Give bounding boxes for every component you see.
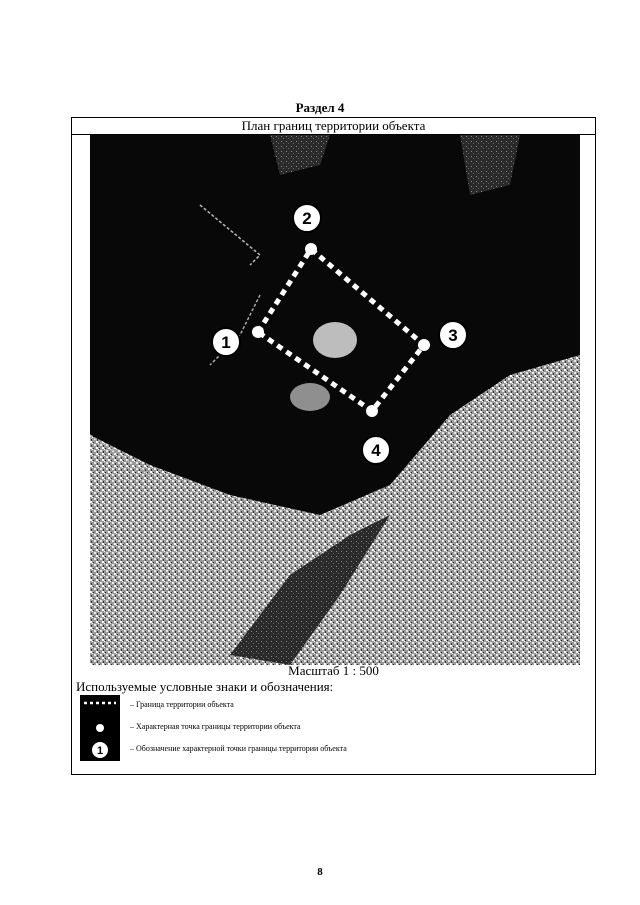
legend-symbol-label: 1 bbox=[96, 745, 104, 757]
map-point-1 bbox=[212, 328, 240, 356]
legend-item-boundary bbox=[80, 695, 580, 717]
scale-label: Масштаб 1 : 500 bbox=[288, 663, 379, 678]
map-point-label: 1 bbox=[221, 333, 231, 352]
map-point-4 bbox=[362, 436, 390, 464]
map-point-label: 3 bbox=[448, 326, 458, 345]
legend-text: – Характерная точка границы территории объекта bbox=[130, 722, 301, 731]
legend-item-point bbox=[80, 717, 580, 739]
section-title: Раздел 4 bbox=[295, 100, 345, 115]
dashed-boundary-icon bbox=[80, 695, 120, 717]
legend-text: – Обозначение характерной точки границы территории объекта bbox=[130, 744, 347, 753]
map-point-label: 2 bbox=[302, 209, 312, 228]
legend-title: Используемые условные знаки и обозначения: bbox=[76, 679, 334, 694]
map-point-3 bbox=[439, 321, 467, 349]
map-point-label: 4 bbox=[371, 441, 381, 460]
legend-text: – Граница территории объекта bbox=[130, 700, 234, 709]
plan-title: План границ территории объекта bbox=[72, 118, 595, 135]
map-point-2 bbox=[293, 204, 321, 232]
legend-item-numbered-point bbox=[80, 739, 580, 761]
aerial-map bbox=[90, 135, 580, 665]
dot-icon bbox=[80, 717, 120, 739]
page-number: 8 bbox=[317, 866, 323, 878]
plan-frame bbox=[71, 117, 596, 775]
numbered-circle-icon bbox=[80, 739, 120, 761]
